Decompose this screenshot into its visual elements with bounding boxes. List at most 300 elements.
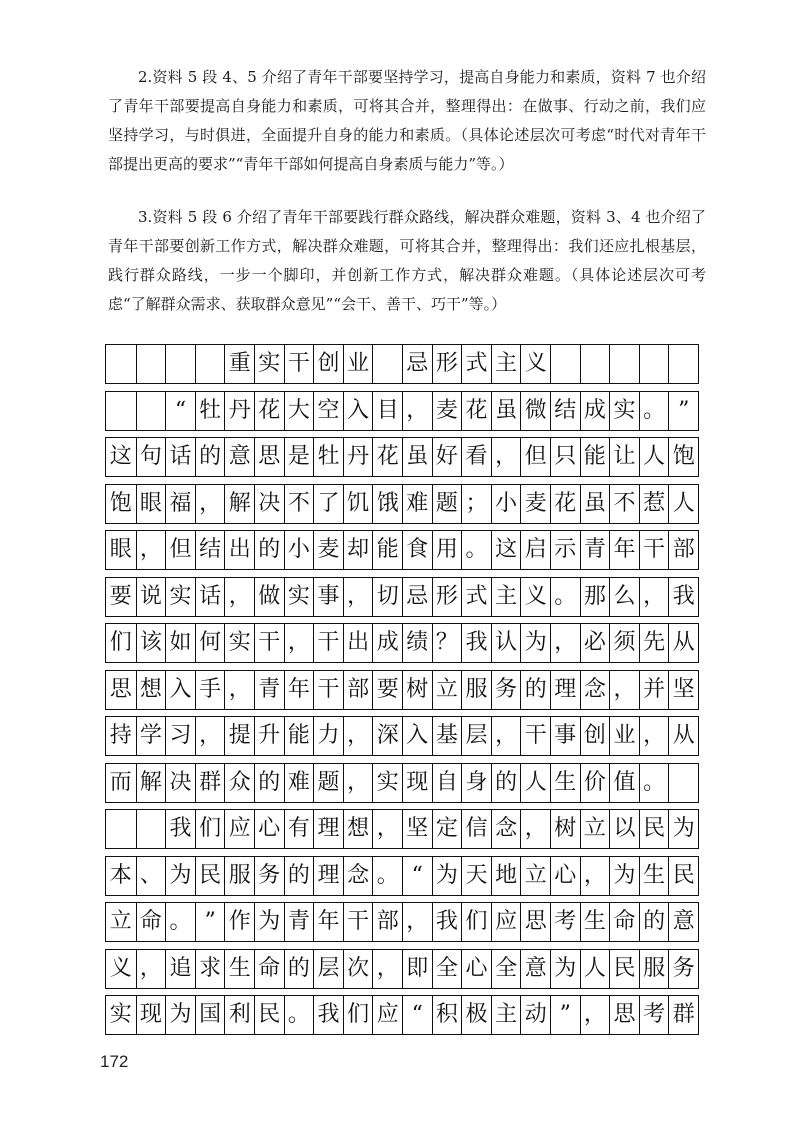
grid-row (105, 995, 699, 1035)
grid-cell: 众 (224, 764, 254, 802)
grid-cell: 为 (165, 857, 195, 895)
grid-cell: 手 (195, 671, 225, 709)
grid-cell (136, 810, 166, 848)
grid-cell: 年 (284, 671, 314, 709)
grid-cell: 麦 (313, 531, 343, 569)
grid-cell: 自 (432, 764, 462, 802)
grid-cell: 民 (639, 810, 669, 848)
grid-cell: 目 (372, 392, 402, 430)
grid-cell: 积 (432, 996, 462, 1034)
grid-cell: 而 (109, 769, 132, 795)
grid-cell: “ (402, 857, 432, 895)
grid-cell: 。 (550, 578, 580, 616)
grid-cell: 为 (432, 857, 462, 895)
grid-cell: ， (402, 903, 432, 941)
grid-cell: 全 (491, 950, 521, 988)
grid-cell: 国 (195, 996, 225, 1034)
grid-cell (106, 345, 136, 383)
grid-cell: 定 (432, 810, 462, 848)
grid-cell: ， (639, 717, 669, 755)
intro-paragraph-2: 2.资料 5 段 4、5 介绍了青年干部要坚持学习，提高自身能力和素质，资料 7 也介绍了青年干部要提高自身能力和素质，可将其合并，整理得出：在做事、行动之前，我们应坚持学习，与时俱进，全面提升自身的能力和素质。（具体论述层次可考虑“时代对青年干部提出更高的要求”“青年干部如何提高自身素质与能力”等。） (108, 68, 706, 173)
grid-cell: 饱 (668, 438, 698, 476)
grid-cell: 。 (639, 392, 669, 430)
grid-row (105, 856, 699, 896)
grid-cell: 本 (109, 862, 132, 888)
grid-cell (106, 392, 136, 430)
grid-cell: 干 (313, 671, 343, 709)
grid-cell: 命 (136, 903, 166, 941)
grid-cell: 主 (491, 345, 521, 383)
grid-cell: 先 (639, 624, 669, 662)
grid-cell (639, 345, 669, 383)
grid-cell: 思 (609, 996, 639, 1034)
grid-cell: 民 (254, 996, 284, 1034)
grid-cell: ； (461, 485, 491, 523)
grid-cell: 升 (254, 717, 284, 755)
grid-cell: 立 (432, 671, 462, 709)
grid-cell: 形 (432, 578, 462, 616)
grid-cell: ， (491, 438, 521, 476)
grid-cell: 思 (109, 676, 132, 702)
grid-cell: ， (195, 717, 225, 755)
grid-cell: 民 (609, 950, 639, 988)
grid-cell: 的 (254, 531, 284, 569)
grid-cell: 应 (224, 810, 254, 848)
grid-cell: 入 (343, 392, 373, 430)
grid-cell: 并 (639, 671, 669, 709)
grid-cell: 我 (668, 578, 698, 616)
grid-cell: 干 (284, 345, 314, 383)
grid-cell: 主 (491, 578, 521, 616)
grid-cell (136, 392, 166, 430)
grid-cell (550, 345, 580, 383)
grid-cell: 要 (109, 583, 132, 609)
grid-cell: 式 (461, 578, 491, 616)
grid-cell: 坚 (668, 671, 698, 709)
grid-cell: ， (343, 717, 373, 755)
grid-cell: 示 (550, 531, 580, 569)
grid-cell: 考 (550, 903, 580, 941)
grid-row (105, 902, 699, 942)
grid-cell: 群 (668, 996, 698, 1034)
grid-cell: 题 (432, 485, 462, 523)
grid-cell: ， (402, 392, 432, 430)
grid-cell: 意 (520, 950, 550, 988)
grid-cell: 利 (224, 996, 254, 1034)
grid-cell: 惹 (639, 485, 669, 523)
grid-cell: 的 (254, 764, 284, 802)
grid-cell: 主 (491, 996, 521, 1034)
grid-cell: 考 (639, 996, 669, 1034)
grid-cell: 让 (609, 438, 639, 476)
grid-cell: 要 (372, 671, 402, 709)
grid-cell: 念 (491, 810, 521, 848)
grid-cell: 如 (165, 624, 195, 662)
grid-cell: 。 (639, 764, 669, 802)
grid-cell: 青 (580, 531, 610, 569)
grid-cell (609, 345, 639, 383)
grid-cell: 不 (609, 485, 639, 523)
grid-cell: 理 (313, 810, 343, 848)
grid-cell: 立 (580, 810, 610, 848)
grid-cell: 干 (254, 624, 284, 662)
grid-cell: 这 (491, 531, 521, 569)
grid-cell: 求 (195, 950, 225, 988)
grid-cell: 实 (224, 624, 254, 662)
grid-cell: 。 (165, 903, 195, 941)
grid-cell: 眼 (136, 485, 166, 523)
grid-cell: 思 (520, 903, 550, 941)
grid-cell: 饱 (109, 490, 132, 516)
grid-cell: 动 (520, 996, 550, 1034)
grid-cell: 事 (313, 578, 343, 616)
grid-cell: ” (668, 392, 698, 430)
grid-cell: 作 (224, 903, 254, 941)
grid-cell: 树 (550, 810, 580, 848)
grid-cell: 从 (668, 717, 698, 755)
grid-cell: 么 (609, 578, 639, 616)
grid-cell: ， (224, 671, 254, 709)
grid-cell: 的 (639, 903, 669, 941)
grid-cell: ， (550, 624, 580, 662)
grid-row (105, 530, 699, 570)
grid-row (105, 809, 699, 849)
grid-cell: 我 (165, 810, 195, 848)
grid-cell: 能 (284, 717, 314, 755)
grid-cell: 忌 (402, 578, 432, 616)
grid-cell: 业 (343, 345, 373, 383)
grid-cell: 群 (195, 764, 225, 802)
grid-cell: 虽 (402, 438, 432, 476)
grid-row (105, 391, 699, 431)
grid-cell: 眼 (109, 537, 132, 562)
grid-cell: ” (550, 996, 580, 1034)
grid-cell: 青 (284, 903, 314, 941)
grid-cell: ， (491, 717, 521, 755)
grid-cell: 事 (550, 717, 580, 755)
grid-cell: ， (580, 996, 610, 1034)
grid-cell: 意 (224, 438, 254, 476)
grid-cell: 应 (491, 903, 521, 941)
grid-cell: 花 (254, 392, 284, 430)
grid-cell: 式 (461, 345, 491, 383)
grid-cell: 说 (136, 578, 166, 616)
grid-cell: 生 (639, 857, 669, 895)
grid-cell: 力 (313, 717, 343, 755)
grid-cell: 创 (580, 717, 610, 755)
grid-cell: 好 (432, 438, 462, 476)
grid-cell: 年 (609, 531, 639, 569)
grid-cell: 那 (580, 578, 610, 616)
grid-cell: 为 (668, 810, 698, 848)
grid-cell: 现 (136, 996, 166, 1034)
grid-cell: 干 (639, 531, 669, 569)
grid-cell: 入 (165, 671, 195, 709)
grid-cell: 大 (284, 392, 314, 430)
grid-cell: ， (580, 857, 610, 895)
grid-cell: 须 (609, 624, 639, 662)
grid-cell: 基 (432, 717, 462, 755)
grid-cell: 为 (520, 624, 550, 662)
grid-cell: 从 (668, 624, 698, 662)
grid-cell: 该 (136, 624, 166, 662)
grid-cell: 福 (165, 485, 195, 523)
grid-cell: 的 (520, 671, 550, 709)
grid-cell: 的 (195, 438, 225, 476)
grid-cell: 年 (313, 903, 343, 941)
grid-cell: ， (609, 671, 639, 709)
grid-cell: 话 (195, 578, 225, 616)
grid-cell: 干 (520, 717, 550, 755)
grid-cell: 为 (609, 857, 639, 895)
grid-cell: 做 (254, 578, 284, 616)
grid-cell: 虽 (491, 392, 521, 430)
grid-cell: 全 (432, 950, 462, 988)
grid-cell: 却 (343, 531, 373, 569)
grid-cell: 我 (432, 903, 462, 941)
grid-cell: 认 (491, 624, 521, 662)
grid-cell: 人 (668, 485, 698, 523)
grid-cell (136, 345, 166, 383)
grid-cell: 部 (343, 671, 373, 709)
grid-cell: 提 (224, 717, 254, 755)
grid-cell: 决 (254, 485, 284, 523)
grid-cell: 生 (224, 950, 254, 988)
grid-cell (195, 345, 225, 383)
grid-cell: 极 (461, 996, 491, 1034)
grid-cell: 空 (313, 392, 343, 430)
grid-cell: 民 (195, 857, 225, 895)
grid-cell: 但 (165, 531, 195, 569)
grid-cell: 这 (109, 444, 132, 469)
grid-cell (668, 345, 698, 383)
page-number: 172 (100, 1052, 129, 1071)
grid-cell: ， (639, 578, 669, 616)
grid-cell: 是 (284, 438, 314, 476)
grid-row (105, 716, 699, 756)
grid-cell: 花 (461, 392, 491, 430)
grid-cell: ” (195, 903, 225, 941)
grid-cell: 信 (461, 810, 491, 848)
grid-cell: 饿 (372, 485, 402, 523)
grid-cell: 实 (372, 764, 402, 802)
grid-cell: 务 (491, 671, 521, 709)
grid-cell: 民 (668, 857, 698, 895)
grid-cell: 干 (343, 903, 373, 941)
grid-cell: 理 (550, 671, 580, 709)
grid-cell: ， (136, 531, 166, 569)
grid-cell: 天 (461, 857, 491, 895)
grid-cell: 我 (313, 996, 343, 1034)
grid-cell: 想 (343, 810, 373, 848)
grid-cell: ， (372, 950, 402, 988)
grid-cell: ， (343, 578, 373, 616)
grid-cell: 实 (609, 392, 639, 430)
grid-cell: 学 (136, 717, 166, 755)
grid-cell: 话 (165, 438, 195, 476)
grid-cell: 们 (195, 810, 225, 848)
grid-cell: 意 (668, 903, 698, 941)
grid-cell: 、 (136, 857, 166, 895)
grid-cell: 念 (343, 857, 373, 895)
grid-cell: 心 (254, 810, 284, 848)
grid-cell: 心 (461, 950, 491, 988)
grid-cell: 不 (284, 485, 314, 523)
grid-cell: 义 (520, 578, 550, 616)
grid-row (105, 484, 699, 524)
grid-cell: 麦 (432, 392, 462, 430)
grid-cell: 以 (609, 810, 639, 848)
grid-cell: 牡 (195, 392, 225, 430)
grid-cell: 必 (580, 624, 610, 662)
grid-cell: 层 (313, 950, 343, 988)
grid-cell: 的 (284, 857, 314, 895)
grid-cell: 。 (372, 857, 402, 895)
grid-cell: 决 (165, 764, 195, 802)
grid-cell: 部 (668, 531, 698, 569)
grid-cell: 服 (461, 671, 491, 709)
grid-row (105, 623, 699, 663)
grid-cell: 层 (461, 717, 491, 755)
grid-cell: 追 (165, 950, 195, 988)
grid-cell: 为 (550, 950, 580, 988)
grid-cell: 结 (195, 531, 225, 569)
grid-cell: 次 (343, 950, 373, 988)
grid-cell: 生 (550, 764, 580, 802)
grid-cell: 解 (224, 485, 254, 523)
grid-cell: 何 (195, 624, 225, 662)
grid-cell: 生 (580, 903, 610, 941)
grid-cell: 心 (550, 857, 580, 895)
grid-cell: 们 (461, 903, 491, 941)
grid-cell: 义 (109, 955, 132, 981)
grid-row (105, 949, 699, 989)
grid-cell: 出 (224, 531, 254, 569)
grid-cell: 干 (313, 624, 343, 662)
grid-cell: 立 (520, 857, 550, 895)
grid-cell: 。 (284, 996, 314, 1034)
grid-row (105, 577, 699, 617)
grid-cell (372, 345, 402, 383)
grid-cell: 们 (343, 996, 373, 1034)
grid-cell: 服 (224, 857, 254, 895)
grid-cell: 为 (254, 903, 284, 941)
grid-cell: 实 (165, 578, 195, 616)
grid-cell: 题 (313, 764, 343, 802)
grid-cell: 微 (520, 392, 550, 430)
grid-cell: 义 (520, 345, 550, 383)
grid-cell: 青 (254, 671, 284, 709)
grid-cell: 命 (609, 903, 639, 941)
grid-cell: 部 (372, 903, 402, 941)
grid-cell: 持 (109, 723, 132, 748)
grid-cell (668, 764, 698, 802)
grid-cell: 命 (254, 950, 284, 988)
grid-cell: 能 (580, 438, 610, 476)
grid-cell: ？ (432, 624, 462, 662)
grid-cell: 树 (402, 671, 432, 709)
grid-cell: 牡 (313, 438, 343, 476)
grid-cell: 人 (580, 950, 610, 988)
grid-cell: 饥 (343, 485, 373, 523)
grid-cell: 业 (609, 717, 639, 755)
grid-cell: 坚 (402, 810, 432, 848)
grid-cell: 实 (109, 1002, 132, 1027)
grid-cell (165, 345, 195, 383)
grid-cell: 实 (284, 578, 314, 616)
grid-cell: 成 (580, 392, 610, 430)
grid-cell: ， (195, 485, 225, 523)
grid-cell: 现 (402, 764, 432, 802)
grid-row (105, 670, 699, 710)
grid-cell: 花 (372, 438, 402, 476)
grid-cell: “ (165, 392, 195, 430)
grid-cell: 想 (136, 671, 166, 709)
grid-cell: 难 (402, 485, 432, 523)
grid-cell: ， (343, 764, 373, 802)
grid-cell: 切 (372, 578, 402, 616)
grid-cell: 虽 (580, 485, 610, 523)
grid-cell: 念 (580, 671, 610, 709)
grid-cell: 务 (254, 857, 284, 895)
grid-cell: 了 (313, 485, 343, 523)
grid-cell: 我 (461, 624, 491, 662)
grid-cell: 们 (109, 630, 132, 655)
grid-cell: 。 (461, 531, 491, 569)
grid-cell: 服 (639, 950, 669, 988)
grid-cell (580, 345, 610, 383)
grid-cell: “ (402, 996, 432, 1034)
intro-paragraph-3: 3.资料 5 段 6 介绍了青年干部要践行群众路线，解决群众难题，资料 3、4 也介绍了青年干部要创新工作方式，解决群众难题，可将其合并，整理得出：我们还应扎根基层，践行群众路线，一步一个脚印，并创新工作方式，解决群众难题。（具体论述层次可考虑“了解群众需求、获取群众意见”“会干、善干、巧干”等。） (108, 208, 706, 313)
grid-cell: 小 (284, 531, 314, 569)
grid-cell: 看 (461, 438, 491, 476)
grid-cell: ， (224, 578, 254, 616)
grid-cell: 成 (372, 624, 402, 662)
grid-cell: 实 (254, 345, 284, 383)
grid-cell: 小 (491, 485, 521, 523)
grid-row (105, 437, 699, 477)
grid-cell: 身 (461, 764, 491, 802)
grid-cell: 形 (432, 345, 462, 383)
grid-cell (106, 810, 136, 848)
grid-cell: 入 (402, 717, 432, 755)
grid-row (105, 344, 699, 384)
grid-cell: 深 (372, 717, 402, 755)
grid-cell: 创 (313, 345, 343, 383)
grid-cell: 即 (402, 950, 432, 988)
grid-cell: ， (136, 950, 166, 988)
grid-cell: 难 (284, 764, 314, 802)
grid-cell: 但 (520, 438, 550, 476)
grid-cell: 重 (224, 345, 254, 383)
grid-cell: ， (284, 624, 314, 662)
grid-cell: 的 (284, 950, 314, 988)
grid-cell: 人 (520, 764, 550, 802)
grid-cell: 立 (109, 909, 132, 934)
grid-cell: 习 (165, 717, 195, 755)
grid-cell: 食 (402, 531, 432, 569)
grid-cell: 绩 (402, 624, 432, 662)
grid-cell: ， (372, 810, 402, 848)
grid-cell: 地 (491, 857, 521, 895)
grid-cell: 思 (254, 438, 284, 476)
grid-cell: 为 (165, 996, 195, 1034)
grid-cell: 解 (136, 764, 166, 802)
grid-cell: 价 (580, 764, 610, 802)
grid-cell: 务 (668, 950, 698, 988)
grid-cell: 的 (491, 764, 521, 802)
grid-cell: 麦 (520, 485, 550, 523)
